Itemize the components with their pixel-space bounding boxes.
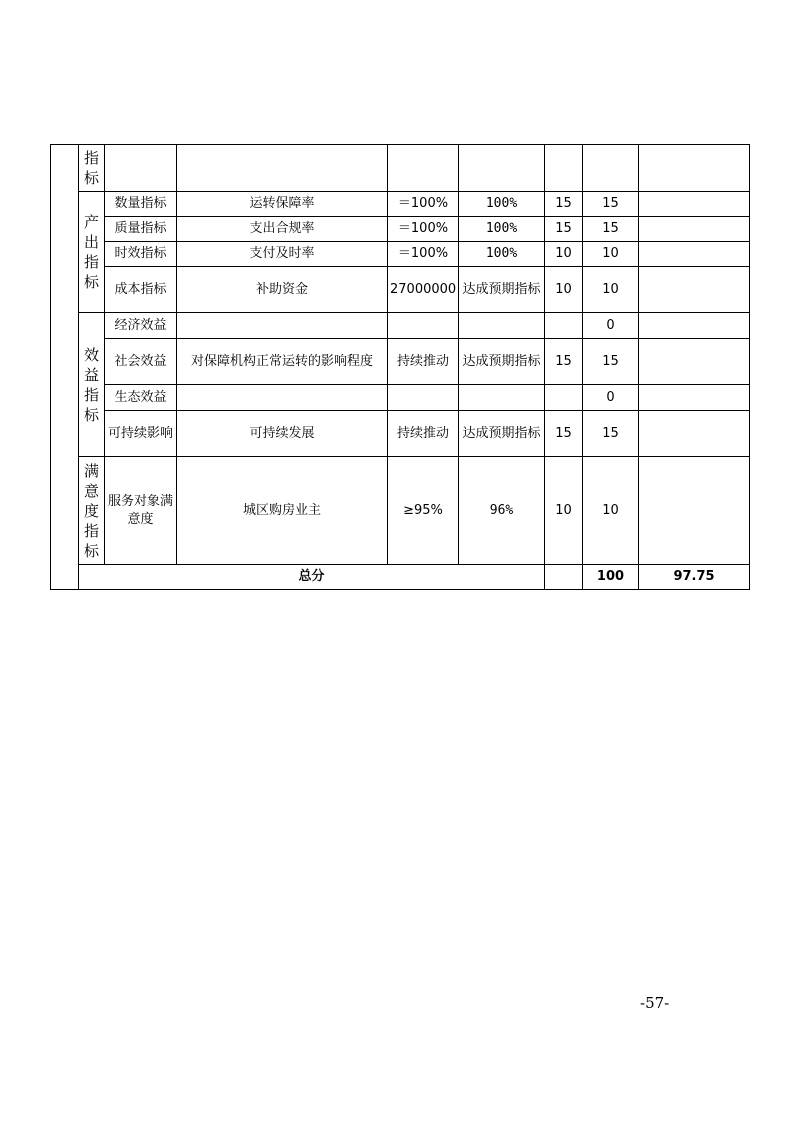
indicator-level3: 支出合规率 [177, 217, 388, 242]
remark [639, 217, 750, 242]
remark [639, 411, 750, 457]
table-row [51, 411, 750, 457]
target-value [388, 313, 459, 339]
table-row [51, 217, 750, 242]
score: 0 [583, 385, 639, 411]
page-number: -57- [640, 994, 670, 1012]
remark [639, 313, 750, 339]
indicator-level2: 可持续影响 [105, 411, 177, 457]
weight [545, 313, 583, 339]
total-row [51, 565, 750, 590]
indicator-level3: 补助资金 [177, 267, 388, 313]
total-score: 97.75 [639, 565, 750, 590]
actual-value: 达成预期指标 [459, 267, 545, 313]
weight: 10 [545, 267, 583, 313]
table-row [51, 267, 750, 313]
target-value: ≥95% [388, 457, 459, 565]
score: 10 [583, 242, 639, 267]
remark [639, 192, 750, 217]
indicator-level2: 成本指标 [105, 267, 177, 313]
indicator-level3: 可持续发展 [177, 411, 388, 457]
target-value: 持续推动 [388, 339, 459, 385]
benefit-category-cell: 效益指标 [79, 313, 105, 457]
score: 0 [583, 313, 639, 339]
indicator-level3: 对保障机构正常运转的影响程度 [177, 339, 388, 385]
target-value: ＝100% [388, 217, 459, 242]
target-value [388, 385, 459, 411]
remark [639, 267, 750, 313]
actual-value: 96% [459, 457, 545, 565]
indicator-level2: 经济效益 [105, 313, 177, 339]
score: 15 [583, 192, 639, 217]
actual-value: 达成预期指标 [459, 411, 545, 457]
table-row [51, 145, 750, 192]
weight: 15 [545, 192, 583, 217]
indicator-level2: 质量指标 [105, 217, 177, 242]
indicator-level2: 数量指标 [105, 192, 177, 217]
target-value: 持续推动 [388, 411, 459, 457]
actual-value: 100% [459, 192, 545, 217]
remark [639, 339, 750, 385]
target-value: ＝100% [388, 192, 459, 217]
actual-value: 100% [459, 217, 545, 242]
indicator-level3: 支付及时率 [177, 242, 388, 267]
score: 15 [583, 217, 639, 242]
score: 10 [583, 267, 639, 313]
table-row [51, 313, 750, 339]
weight [545, 385, 583, 411]
continued-indicator-cell: 指标 [79, 145, 105, 192]
actual-value [459, 385, 545, 411]
table-row [51, 192, 750, 217]
actual-value: 达成预期指标 [459, 339, 545, 385]
weight: 15 [545, 217, 583, 242]
actual-value [459, 313, 545, 339]
remark [639, 385, 750, 411]
indicator-level2: 服务对象满意度 [105, 457, 177, 565]
table-row [51, 339, 750, 385]
satisfaction-category-cell: 满意度指标 [79, 457, 105, 565]
actual-value: 100% [459, 242, 545, 267]
output-category-cell: 产出指标 [79, 192, 105, 313]
weight: 10 [545, 457, 583, 565]
weight: 10 [545, 242, 583, 267]
remark [639, 457, 750, 565]
performance-table [50, 144, 750, 590]
total-weight: 100 [583, 565, 639, 590]
indicator-level3: 城区购房业主 [177, 457, 388, 565]
indicator-level2: 时效指标 [105, 242, 177, 267]
indicator-level2: 社会效益 [105, 339, 177, 385]
indicator-level2: 生态效益 [105, 385, 177, 411]
indicator-level3 [177, 313, 388, 339]
indicator-level3: 运转保障率 [177, 192, 388, 217]
level1-cell-blank [51, 145, 79, 590]
table-row [51, 457, 750, 565]
score: 10 [583, 457, 639, 565]
target-value: ＝100% [388, 242, 459, 267]
target-value: 27000000 [388, 267, 459, 313]
table-row [51, 385, 750, 411]
score: 15 [583, 339, 639, 385]
remark [639, 242, 750, 267]
table-row [51, 242, 750, 267]
total-label: 总分 [79, 565, 545, 590]
weight: 15 [545, 411, 583, 457]
score: 15 [583, 411, 639, 457]
weight: 15 [545, 339, 583, 385]
indicator-level3 [177, 385, 388, 411]
